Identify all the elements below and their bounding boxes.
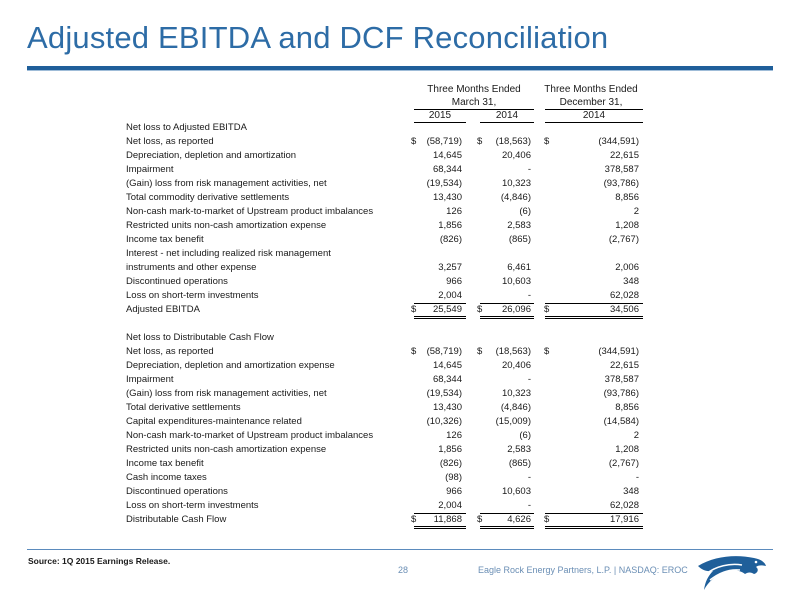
table-row: [0, 247, 800, 261]
header-year-2014-march: 2014: [495, 110, 519, 121]
value-2014-march: -: [527, 472, 531, 483]
total-double-rule: [414, 526, 466, 527]
dollar-sign: $: [411, 136, 417, 147]
value-2014-december: 378,587: [604, 374, 639, 385]
header-group1-line1: Three Months Ended: [427, 84, 521, 95]
table-row: [0, 359, 800, 373]
table-row: [0, 401, 800, 415]
table-row: [0, 219, 800, 233]
subtotal-rule: [545, 513, 643, 514]
row-label: Discontinued operations: [126, 276, 228, 287]
value-2015-march: 68,344: [432, 164, 462, 175]
row-label: Capital expenditures-maintenance related: [126, 416, 302, 427]
value-2014-december: 8,856: [615, 192, 639, 203]
value-2014-december: 378,587: [604, 164, 639, 175]
value-2014-march: 6,461: [507, 262, 531, 273]
value-2015-march: (19,534): [426, 178, 462, 189]
dollar-sign: $: [477, 136, 483, 147]
dollar-sign: $: [411, 304, 417, 315]
value-2015-march: 126: [446, 430, 462, 441]
value-2014-march: (15,009): [495, 416, 531, 427]
value-2014-march: (4,846): [500, 402, 531, 413]
value-2014-march: (18,563): [495, 346, 531, 357]
value-2015-march: 68,344: [432, 374, 462, 385]
subtotal-rule: [414, 513, 466, 514]
value-2015-march: 2,004: [438, 290, 462, 301]
page-title: Adjusted EBITDA and DCF Reconciliation: [27, 20, 609, 55]
row-label: (Gain) loss from risk management activities, net: [126, 388, 327, 399]
value-2014-december: (93,786): [603, 388, 639, 399]
value-2014-december: 22,615: [609, 150, 639, 161]
row-label: Depreciation, depletion and amortization: [126, 150, 297, 161]
value-2015-march: (58,719): [426, 136, 462, 147]
table-row: [0, 205, 800, 219]
value-2014-december: (14,584): [603, 416, 639, 427]
value-2015-march: 1,856: [438, 444, 462, 455]
table-row: [0, 191, 800, 205]
total-double-rule: [545, 316, 643, 317]
subtotal-rule: [480, 513, 534, 514]
row-label: Net loss to Adjusted EBITDA: [126, 122, 247, 133]
value-2014-march: (18,563): [495, 136, 531, 147]
row-label: Restricted units non-cash amortization expense: [126, 220, 327, 231]
total-double-rule: [480, 316, 534, 317]
dollar-sign: $: [544, 304, 550, 315]
header-year-2014-december: 2014: [582, 110, 606, 121]
subtotal-rule: [480, 303, 534, 304]
row-label: Net loss, as reported: [126, 346, 214, 357]
row-label: Net loss, as reported: [126, 136, 214, 147]
value-2014-december: 348: [623, 486, 639, 497]
value-2014-march: -: [527, 290, 531, 301]
source-note: Source: 1Q 2015 Earnings Release.: [28, 556, 171, 566]
total-double-rule: [480, 526, 534, 527]
row-label: Loss on short-term investments: [126, 500, 259, 511]
value-2014-december: (93,786): [603, 178, 639, 189]
value-2014-march: 10,323: [501, 388, 531, 399]
value-2015-march: 14,645: [432, 150, 462, 161]
row-label: instruments and other expense: [126, 262, 257, 273]
value-2014-december: (344,591): [598, 346, 639, 357]
table-row: [0, 135, 800, 149]
value-2015-march: (58,719): [426, 346, 462, 357]
value-2014-march: 10,323: [501, 178, 531, 189]
subtotal-rule: [545, 303, 643, 304]
row-label: Cash income taxes: [126, 472, 207, 483]
value-2015-march: 126: [446, 206, 462, 217]
value-2014-december: (2,767): [608, 234, 639, 245]
value-2014-march: -: [527, 500, 531, 511]
value-2014-december: 62,028: [609, 290, 639, 301]
value-2014-march: (865): [508, 234, 531, 245]
dollar-sign: $: [411, 346, 417, 357]
row-label: Total derivative settlements: [126, 402, 241, 413]
company-footer: Eagle Rock Energy Partners, L.P. | NASDAQ: EROC: [478, 565, 688, 575]
total-double-rule: [545, 526, 643, 527]
table-row: [0, 443, 800, 457]
table-row: [0, 415, 800, 429]
dollar-sign: $: [477, 304, 483, 315]
table-row: [0, 387, 800, 401]
row-label: Impairment: [126, 164, 174, 175]
row-label: Total commodity derivative settlements: [126, 192, 290, 203]
value-2014-december: 34,506: [609, 304, 639, 315]
page-number: 28: [398, 565, 409, 575]
table-row: [0, 121, 800, 135]
dollar-sign: $: [544, 346, 550, 357]
value-2014-march: 20,406: [501, 360, 531, 371]
value-2014-december: 62,028: [609, 500, 639, 511]
value-2014-december: 1,208: [615, 444, 639, 455]
table-row: [0, 429, 800, 443]
value-2014-march: 20,406: [501, 150, 531, 161]
table-row: [0, 177, 800, 191]
value-2015-march: 966: [446, 486, 462, 497]
table-row: [0, 485, 800, 499]
value-2014-march: 10,603: [501, 486, 531, 497]
value-2014-march: 26,096: [501, 304, 531, 315]
footer-rule: [27, 549, 773, 550]
row-label: Income tax benefit: [126, 458, 204, 469]
table-row: [0, 289, 800, 303]
total-double-rule: [414, 528, 466, 529]
row-label: Impairment: [126, 374, 174, 385]
value-2014-december: 2: [633, 206, 639, 217]
value-2014-march: (6): [519, 206, 531, 217]
title-underline-thin: [27, 70, 773, 71]
value-2014-march: -: [527, 164, 531, 175]
total-double-rule: [545, 528, 643, 529]
dollar-sign: $: [411, 514, 417, 525]
value-2014-december: 22,615: [609, 360, 639, 371]
table-row: [0, 331, 800, 345]
value-2014-december: 348: [623, 276, 639, 287]
eagle-logo-icon: [696, 552, 768, 592]
value-2015-march: 13,430: [432, 192, 462, 203]
table-row: [0, 261, 800, 275]
table-row: [0, 303, 800, 317]
value-2014-december: (2,767): [608, 458, 639, 469]
row-label: (Gain) loss from risk management activities, net: [126, 178, 327, 189]
table-row: [0, 149, 800, 163]
value-2014-march: (6): [519, 430, 531, 441]
value-2015-march: 966: [446, 276, 462, 287]
header-year-2015: 2015: [428, 110, 452, 121]
header-group2-line1: Three Months Ended: [544, 84, 638, 95]
row-label: Non-cash mark-to-market of Upstream product imbalances: [126, 206, 374, 217]
value-2014-december: (344,591): [598, 136, 639, 147]
total-double-rule: [414, 316, 466, 317]
row-label: Loss on short-term investments: [126, 290, 259, 301]
value-2014-march: 2,583: [507, 444, 531, 455]
row-label: Non-cash mark-to-market of Upstream product imbalances: [126, 430, 374, 441]
value-2015-march: 3,257: [438, 262, 462, 273]
dollar-sign: $: [544, 514, 550, 525]
dollar-sign: $: [477, 346, 483, 357]
row-label: Net loss to Distributable Cash Flow: [126, 332, 274, 343]
value-2014-march: 4,626: [507, 514, 531, 525]
value-2015-march: 14,645: [432, 360, 462, 371]
subtotal-rule: [414, 303, 466, 304]
value-2015-march: (98): [445, 472, 462, 483]
value-2014-december: -: [635, 472, 639, 483]
total-double-rule: [480, 318, 534, 319]
value-2014-december: 17,916: [609, 514, 639, 525]
row-label: Adjusted EBITDA: [126, 304, 200, 315]
header-group1-line2: March 31,: [451, 97, 497, 108]
value-2015-march: 25,549: [432, 304, 462, 315]
table-row: [0, 373, 800, 387]
table-row: [0, 499, 800, 513]
table-row: [0, 345, 800, 359]
table-row: [0, 513, 800, 527]
row-label: Income tax benefit: [126, 234, 204, 245]
value-2015-march: (826): [439, 458, 462, 469]
total-double-rule: [545, 318, 643, 319]
value-2014-march: (4,846): [500, 192, 531, 203]
value-2015-march: (19,534): [426, 388, 462, 399]
value-2015-march: 2,004: [438, 500, 462, 511]
table-row: [0, 471, 800, 485]
value-2015-march: 1,856: [438, 220, 462, 231]
value-2015-march: 11,868: [433, 514, 462, 525]
row-label: Restricted units non-cash amortization expense: [126, 444, 327, 455]
table-row: [0, 163, 800, 177]
table-row: [0, 275, 800, 289]
row-label: Discontinued operations: [126, 486, 228, 497]
value-2014-march: 2,583: [507, 220, 531, 231]
value-2014-december: 1,208: [615, 220, 639, 231]
value-2015-march: 13,430: [432, 402, 462, 413]
value-2014-march: (865): [508, 458, 531, 469]
row-label: Distributable Cash Flow: [126, 514, 227, 525]
dollar-sign: $: [544, 136, 550, 147]
row-label: Interest - net including realized risk management: [126, 248, 331, 259]
dollar-sign: $: [477, 514, 483, 525]
value-2014-december: 2: [633, 430, 639, 441]
value-2014-march: 10,603: [501, 276, 531, 287]
total-double-rule: [414, 318, 466, 319]
table-row: [0, 233, 800, 247]
value-2014-december: 8,856: [615, 402, 639, 413]
value-2015-march: (826): [439, 234, 462, 245]
row-label: Depreciation, depletion and amortization expense: [126, 360, 335, 371]
value-2015-march: (10,326): [426, 416, 462, 427]
total-double-rule: [480, 528, 534, 529]
value-2014-march: -: [527, 374, 531, 385]
header-group2-line2: December 31,: [559, 97, 623, 108]
value-2014-december: 2,006: [615, 262, 639, 273]
table-row: [0, 457, 800, 471]
